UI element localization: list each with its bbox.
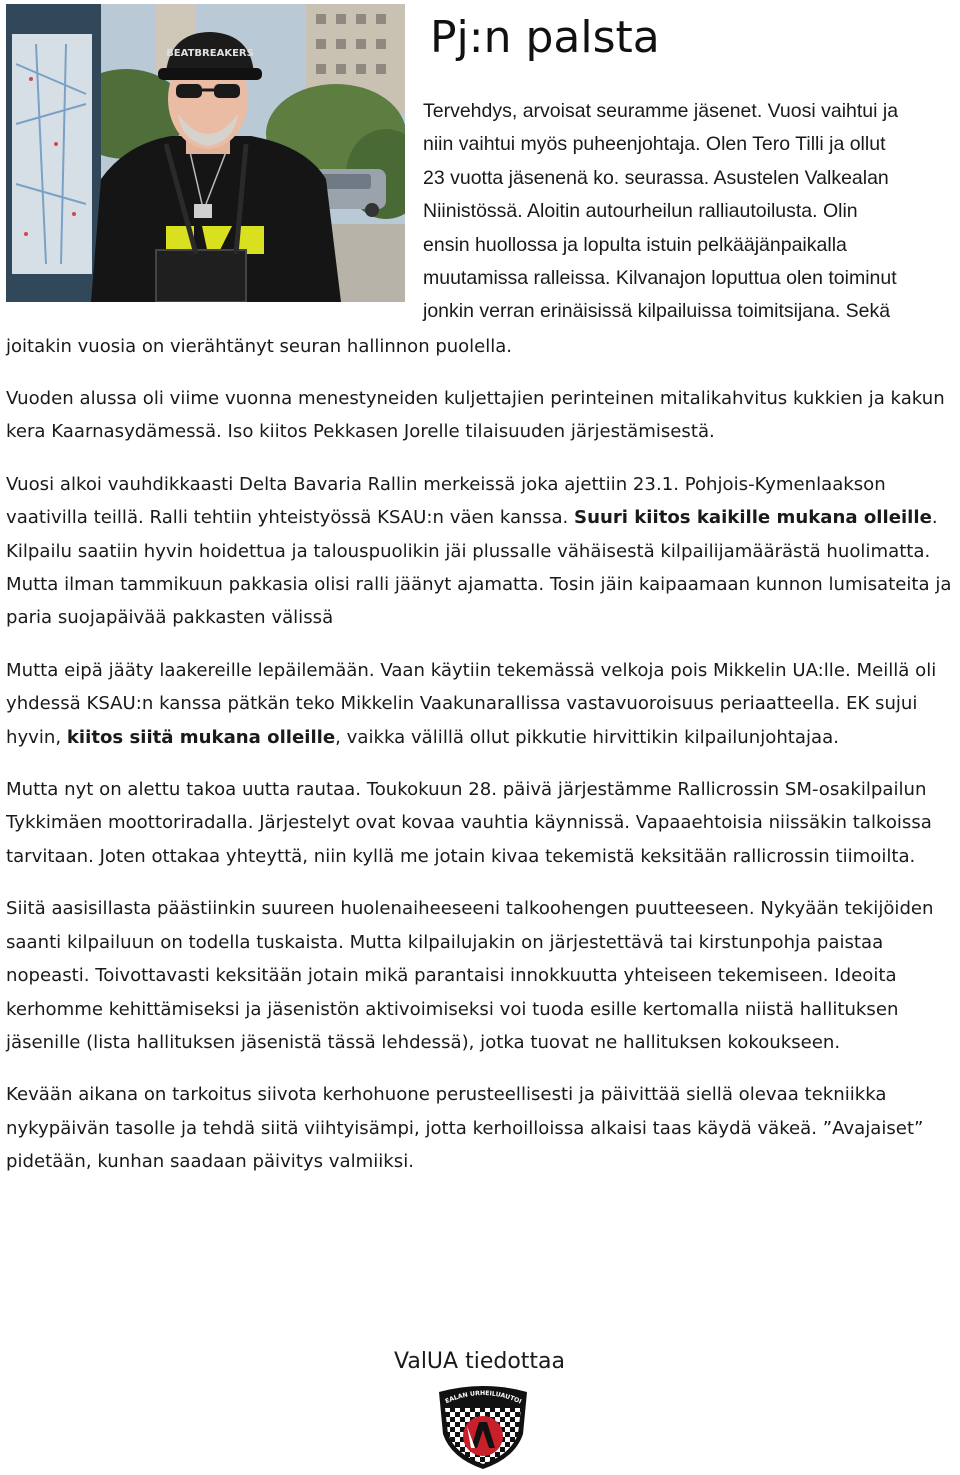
text-span: Vuosi alkoi vauhdikkaasti Delta Bavaria Rallin merkeissä joka ajettiin 23.1. Pohjois-Kymenlaakson vaativilla teillä. Ralli tehtiin yhteistyössä KSAU:n väen kanssa. <box>6 473 886 529</box>
paragraph-mitalikahvitus: Vuoden alussa oli viime vuonna menestyneiden kuljettajien perinteinen mitalikahvitus kukkien ja kakun kera Kaarnasydämessä. Iso kiitos Pekkasen Jorelle tilaisuuden järjestämisestä. <box>6 388 945 443</box>
text-span: , vaikka välillä ollut pikkutie hirvittikin kilpailunjohtajaa. <box>335 726 839 748</box>
author-photo <box>6 4 405 302</box>
paragraph-kerhohuone: Kevään aikana on tarkoitus siivota kerhohuone perusteellisesti ja päivittää siellä olevaa tekniikka nykypäivän tasolle ja tehdä siitä viihtyisämpi, jotta kerhoilloissa alkaisi taas käydä väkeä. ”Avajaiset” pidetään, kunhan saadaan päivitys valmiiksi. <box>6 1084 924 1173</box>
valua-logo <box>435 1382 531 1470</box>
intro-line: ensin huollossa ja lopulta istuin pelkääjänpaikalla <box>423 233 847 256</box>
text-span: Mutta eipä jääty laakereille lepäilemään. Vaan käytiin tekemässä velkoja pois Mikkelin UA:lle. Meillä oli yhdessä KSAU:n kanssa pätkän teko Mikkelin Vaakunarallissa vastavuoroisuus periaatteella. EK sujui hyvin, <box>6 659 937 748</box>
paragraph-rallicross: Mutta nyt on alettu takoa uutta rautaa. Toukokuun 28. päivä järjestämme Rallicrossin SM-osakilpailun Tykkimäen moottoriradalla. Järjestelyt ovat kovaa vauhtia käynnissä. Vapaaehtoisia niissäkin talkoissa tarvitaan. Joten ottakaa yhteyttä, niin kyllä me jotain kivaa tekemistä keksitään rallicrossin tiimoilta. <box>6 779 932 867</box>
text-span: . Kilpailu saatiin hyvin hoidettua ja talouspuolikin jäi plussalle vähäisestä kilpailijamäärästä huolimatta. Mutta ilman tammikuun pakkasia olisi ralli jäänyt ajamatta. Tosin jäin kaipaamaan kunnon lumisateita ja paria suojapäivää pakkasten välissä <box>6 507 952 629</box>
intro-line: Niinistössä. Aloitin autourheilun ralliautoilusta. Olin <box>423 200 858 223</box>
paragraph-mikkeli <box>6 654 960 754</box>
bold-thanks: Suuri kiitos kaikille mukana olleille <box>574 507 932 529</box>
intro-tail: joitakin vuosia on vierähtänyt seuran hallinnon puolella. <box>6 336 512 357</box>
footer-label: ValUA tiedottaa <box>394 1349 565 1374</box>
intro-line: Tervehdys, arvoisat seuramme jäsenet. Vuosi vaihtui ja <box>423 100 899 122</box>
logo-text: EALAN URHEILUAUTOI <box>444 1389 523 1406</box>
intro-line: jonkin verran erinäisissä kilpailuissa toimitsijana. Sekä <box>423 300 891 323</box>
bold-thanks: kiitos siitä mukana olleille <box>66 726 336 748</box>
intro-line: niin vaihtui myös puheenjohtaja. Olen Tero Tilli ja ollut <box>423 133 886 156</box>
intro-line: muutamissa ralleissa. Kilvanajon loputtua olen toiminut <box>423 267 897 290</box>
paragraph-delta-bavaria <box>6 468 960 635</box>
page-title: Pj:n palsta <box>430 12 660 63</box>
cap-text: BEATBREAKERS <box>166 48 254 59</box>
article-body <box>6 382 960 1198</box>
intro-text <box>423 95 960 329</box>
intro-line: 23 vuotta jäsenenä ko. seurassa. Asustelen Valkealan <box>423 166 889 189</box>
paragraph-talkoohenki: Siitä aasisillasta päästiinkin suureen huolenaiheeseeni talkoohengen puutteeseen. Nykyään tekijöiden saanti kilpailuun on todella tuskaista. Mutta kilpailujakin on järjestettävä tai kirstunpohja paistaa nopeasti. Toivottavasti keksitään jotain mikä parantaisi innokkuutta yhteiseen tekemiseen. Ideoita kerhomme kehittämiseksi ja jäsenistön aktivoimiseksi voi tuoda esille kertomalla niistä hallituksen jäsenille (lista hallituksen jäsenistä tässä lehdessä), jotka tuovat ne hallituksen kokoukseen. <box>6 898 934 1053</box>
